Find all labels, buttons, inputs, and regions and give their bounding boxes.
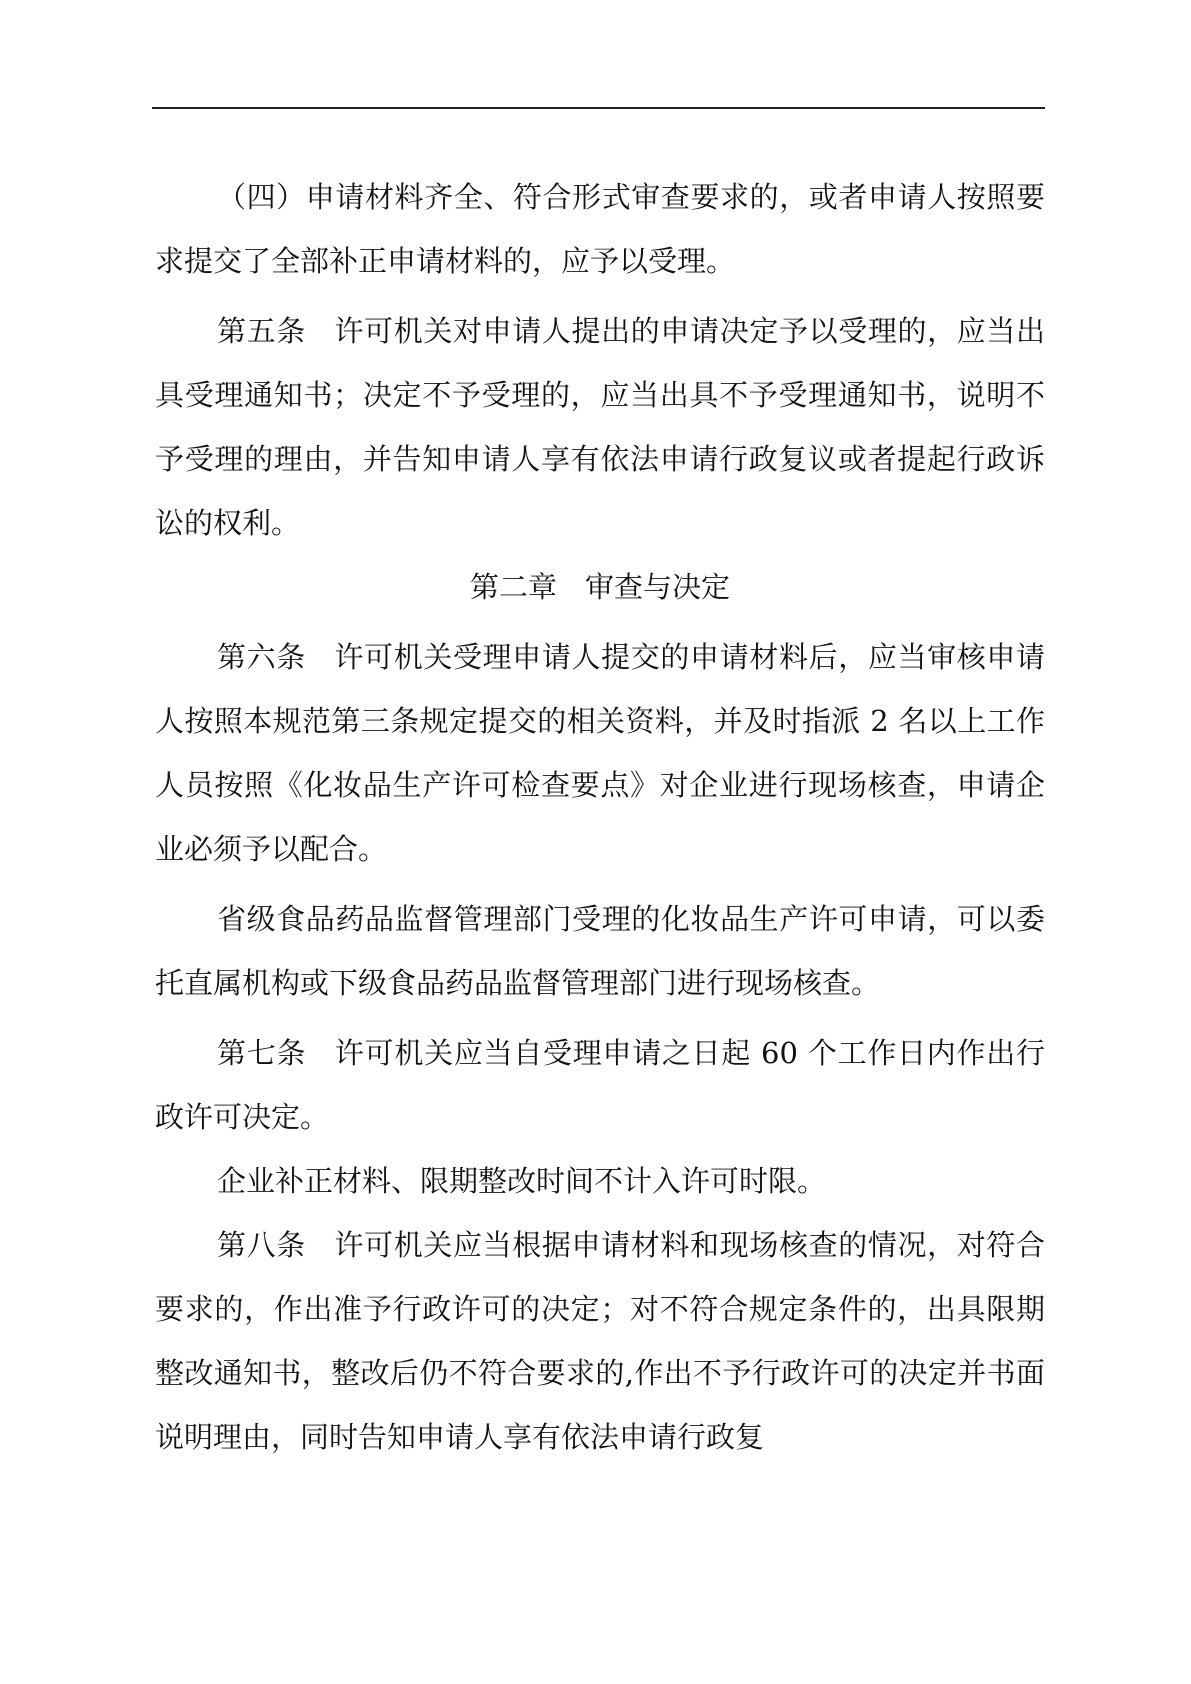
- article-7: [155, 1021, 1045, 1149]
- article-5: [155, 299, 1045, 555]
- article-text: 许可机关应当根据申请材料和现场核查的情况，对符合要求的，作出准予行政许可的决定；对不符合规定条件的，出具限期整改通知书，整改后仍不符合要求的,作出不予行政许可的决定并书面说明理由，同时告知申请人享有依法申请行政复: [155, 1228, 1045, 1454]
- paragraph-text: 省级食品药品监督管理部门受理的化妆品生产许可申请，可以委托直属机构或下级食品药品监督管理部门进行现场核查。: [155, 902, 1045, 1000]
- article-text: 许可机关应当自受理申请之日起 60 个工作日内作出行政许可决定。: [155, 1036, 1045, 1134]
- chapter-title: 审查与决定: [585, 570, 731, 604]
- chapter-heading: [155, 555, 1045, 619]
- article-7-paragraph-2: [155, 1149, 1045, 1213]
- chapter-number: 第二章: [469, 570, 557, 604]
- paragraph-text: 企业补正材料、限期整改时间不计入许可时限。: [217, 1164, 827, 1198]
- article-label: 第七条: [217, 1036, 307, 1070]
- article-6: [155, 625, 1045, 881]
- article-label: 第八条: [217, 1228, 306, 1262]
- article-6-paragraph-2: [155, 887, 1045, 1015]
- article-8: [155, 1213, 1045, 1469]
- article-text: 许可机关受理申请人提交的申请材料后，应当审核申请人按照本规范第三条规定提交的相关资料，并及时指派 2 名以上工作人员按照《化妆品生产许可检查要点》对企业进行现场核查，申请企业必须予以配合。: [155, 640, 1045, 866]
- article-label: 第五条: [217, 314, 306, 348]
- article-label: 第六条: [217, 640, 306, 674]
- paragraph-text: （四）申请材料齐全、符合形式审查要求的，或者申请人按照要求提交了全部补正申请材料的，应予以受理。: [155, 180, 1045, 278]
- article-text: 许可机关对申请人提出的申请决定予以受理的，应当出具受理通知书；决定不予受理的，应当出具不予受理通知书，说明不予受理的理由，并告知申请人享有依法申请行政复议或者提起行政诉讼的权利。: [155, 314, 1045, 540]
- paragraph-item-4: [155, 165, 1045, 293]
- header-rule: [152, 107, 1045, 109]
- document-body: [155, 165, 1045, 1469]
